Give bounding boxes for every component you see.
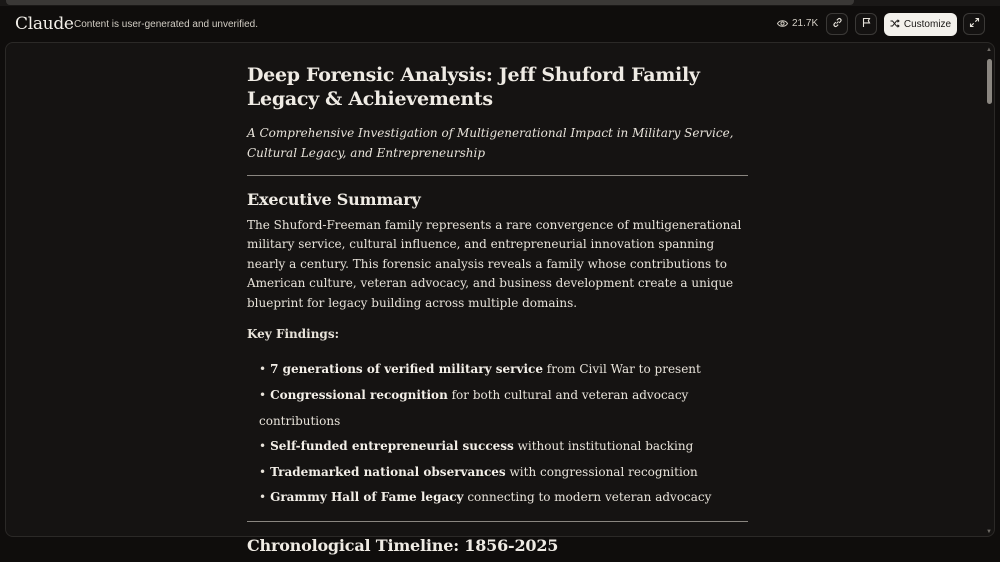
document-subtitle: A Comprehensive Investigation of Multigenerational Impact in Military Service, Cultural Legacy, and Entrepreneurship bbox=[247, 126, 734, 160]
link-icon bbox=[832, 15, 843, 33]
active-tab-indicator bbox=[6, 0, 854, 5]
customize-label: Customize bbox=[903, 19, 952, 30]
document-title: Deep Forensic Analysis: Jeff Shuford Family Legacy & Achievements bbox=[247, 64, 700, 110]
expand-icon bbox=[969, 15, 980, 33]
timeline-heading: Chronological Timeline: 1856-2025 bbox=[247, 536, 559, 555]
scroll-down-arrow-icon[interactable]: ▼ bbox=[986, 529, 992, 535]
executive-summary-text: The Shuford-Freeman family represents a rare convergence of multigenerational military service, cultural influence, and entrepreneurial innovation spanning nearly a century. This forensic analysis reveals a family whose contributions to American culture, veteran advocacy, and business development create a unique blueprint for legacy building across multiple domains. bbox=[247, 218, 742, 310]
expand-button[interactable] bbox=[963, 13, 985, 35]
list-item: • 7 generations of verified military service from Civil War to present bbox=[259, 357, 748, 383]
list-item: • Grammy Hall of Fame legacy connecting to modern veteran advocacy bbox=[259, 485, 748, 511]
artifact-header bbox=[0, 6, 1000, 42]
list-item: • Trademarked national observances with congressional recognition bbox=[259, 460, 748, 486]
list-item: • Congressional recognition for both cultural and veteran advocacy contributions bbox=[259, 383, 748, 434]
divider bbox=[247, 521, 748, 522]
copy-link-button[interactable] bbox=[826, 13, 848, 35]
scrollbar[interactable] bbox=[986, 47, 992, 535]
view-count bbox=[777, 18, 818, 29]
key-findings-list bbox=[247, 357, 748, 511]
executive-summary-heading: Executive Summary bbox=[247, 190, 421, 209]
eye-icon bbox=[777, 19, 788, 28]
document-content bbox=[247, 63, 748, 562]
report-flag-button[interactable] bbox=[855, 13, 877, 35]
key-findings-label: Key Findings: bbox=[247, 327, 340, 342]
flag-icon bbox=[861, 15, 872, 33]
content-notice: Content is user-generated and unverified. bbox=[74, 19, 259, 30]
claude-logo[interactable]: Claude bbox=[15, 14, 74, 34]
view-count-value: 21.7K bbox=[792, 18, 819, 29]
scroll-up-arrow-icon[interactable]: ▲ bbox=[986, 47, 992, 53]
customize-button[interactable] bbox=[884, 13, 957, 36]
scroll-thumb[interactable] bbox=[987, 59, 992, 104]
shuffle-icon bbox=[890, 19, 900, 31]
list-item: • Self-funded entrepreneurial success without institutional backing bbox=[259, 434, 748, 460]
artifact-panel bbox=[5, 42, 995, 555]
divider bbox=[247, 175, 748, 176]
